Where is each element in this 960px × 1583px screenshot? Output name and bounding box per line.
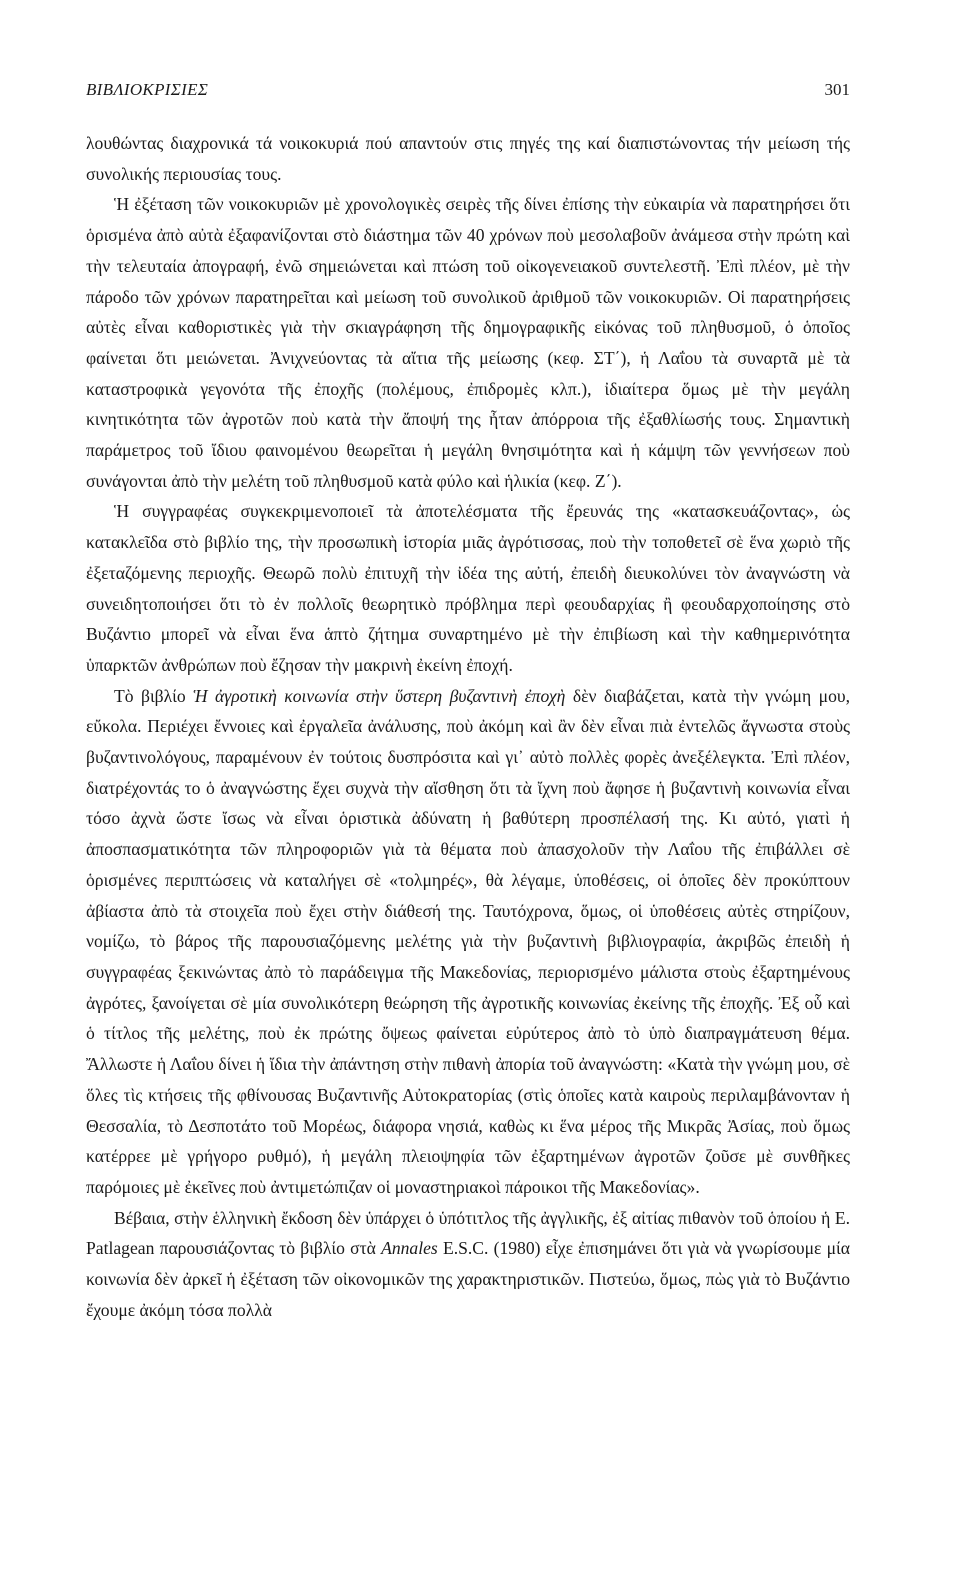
paragraph-text: Βέβαια, στὴν ἑλληνικὴ ἔκδοση δὲν ὑπάρχει ὁ ὑπότιτλος τῆς ἀγγλικῆς, ἐξ αἰτίας πιθανὸν τοῦ ὁποίου ἡ E. Patlagean παρουσιάζοντας τὸ βιβλίο στὰ bbox=[86, 1207, 850, 1259]
paragraph bbox=[86, 681, 850, 1203]
paragraph-text: E.S.C. (1980) εἶχε ἐπισημάνει ὅτι γιὰ νὰ γνωρίσουμε μία κοινωνία δὲν ἀρκεῖ ἡ ἐξέταση τῶν οἰκονομικῶν της χαρακτηριστικῶν. Πιστεύω, ὅμως, πὼς γιὰ τὸ Βυζάντιο ἔχουμε ἀκόμη τόσα πολλὰ bbox=[86, 1238, 850, 1320]
paragraph-text: Ἡ ἐξέταση τῶν νοικοκυριῶν μὲ χρονολογικὲς σειρὲς τῆς δίνει ἐπίσης τὴν εὐκαιρία νὰ παρατηρήσει ὅτι ὁρισμένα ἀπὸ αὐτὰ ἐξαφανίζονται στὸ διάστημα τῶν 40 χρόνων ποὺ μεσολαβοῦν ἀνάμεσα στὴν πρώτη καὶ τὴν τελευταία ἀπογραφή, ἐνῶ σημειώνεται καὶ πτώση τοῦ οἰκογενειακοῦ συντελεστῆ. Ἐπὶ πλέον, μὲ τὴν πάροδο τῶν χρόνων παρατηρεῖται καὶ μείωση τοῦ συνολικοῦ ἀριθμοῦ τῶν νοικοκυριῶν. Οἱ παρατηρήσεις αὐτὲς εἶναι καθοριστικὲς γιὰ τὴν σκιαγράφηση τῆς δημογραφικῆς εἰκόνας τοῦ πληθυσμοῦ, ὁ ὁποῖος φαίνεται ὅτι μειώνεται. Ἀνιχνεύοντας τὰ αἴτια τῆς μείωσης (κεφ. ΣΤ΄), ἡ Λαΐου τὰ συναρτᾶ μὲ τὰ καταστροφικὰ γεγονότα τῆς ἐποχῆς (πολέμους, ἐπιδρομὲς κλπ.), ἰδιαίτερα ὅμως μὲ τὴν μεγάλη κινητικότητα τῶν ἀγροτῶν ποὺ κατὰ τὴν ἄποψή της ἦταν ἀπόρροια τῆς ἐξαθλίωσής τους. Σημαντικὴ παράμετρος τοῦ ἴδιου φαινομένου θεωρεῖται ἡ μεγάλη θνησιμότητα καὶ ἡ κάμψη τῶν γεννήσεων ποὺ συνάγονται ἀπὸ τὴν μελέτη τοῦ πληθυσμοῦ κατὰ φύλο καὶ ἡλικία (κεφ. Ζ΄). bbox=[86, 194, 850, 491]
paragraph bbox=[86, 1203, 850, 1326]
running-header bbox=[86, 80, 850, 108]
book-title: Ἡ ἀγροτικὴ κοινωνία στὴν ὕστερη βυζαντινὴ ἐποχὴ bbox=[193, 685, 566, 706]
page-number: 301 bbox=[824, 80, 850, 99]
paragraph bbox=[86, 496, 850, 680]
paragraph-text: δὲν διαβάζεται, κατὰ τὴν γνώμη μου, εὔκολα. Περιέχει ἔννοιες καὶ ἐργαλεῖα ἀνάλυσης, ποὺ ἀκόμη καὶ ἂν δὲν εἶναι πιὰ ἐντελῶς ἄγνωστα στοὺς βυζαντινολόγους, παραμένουν ἐν τούτοις δυσπρόσιτα καὶ γι᾽ αὐτὸ πολλὲς φορὲς ἀνεξέλεγκτα. Ἐπὶ πλέον, διατρέχοντάς το ὁ ἀναγνώστης ἔχει συχνὰ τὴν αἴσθηση ὅτι τὰ ἴχνη ποὺ ἄφησε ἡ βυζαντινὴ κοινωνία εἶναι τόσο ἀχνὰ ὥστε ἴσως νὰ εἶναι ὁριστικὰ ἀδύνατη ἡ βαθύτερη προσπέλασή της. Κι αὐτό, γιατὶ ἡ ἀποσπασματικότητα τῶν πληροφοριῶν γιὰ τὰ θέματα ποὺ ἀπασχολοῦν τὴν Λαΐου τῆς ἐπιβάλλει σὲ ὁρισμένες περιπτώσεις νὰ καταλήγει σὲ «τολμηρές», θὰ λέγαμε, ὑποθέσεις, οἱ ὁποῖες δὲν προκύπτουν ἀβίαστα ἀπὸ τὰ στοιχεῖα ποὺ ἔχει στὴν διάθεσή της. Ταυτόχρονα, ὅμως, οἱ ὑποθέσεις αὐτὲς στηρίζουν, νομίζω, τὸ βάρος τῆς παρουσιαζόμενης μελέτης γιὰ τὴν βυζαντινὴ βιβλιογραφία, ἀκριβῶς ἐπειδὴ ἡ συγγραφέας ξεκινώντας ἀπὸ τὸ παράδειγμα τῆς Μακεδονίας, περιορισμένο μάλιστα στοὺς ἐξαρτημένους ἀγρότες, ξανοίγεται σὲ μία συνολικότερη θεώρηση τῆς ἀγροτικῆς κοινωνίας ἐκείνης τῆς ἐποχῆς. Ἐξ οὗ καὶ ὁ τίτλος τῆς μελέτης, ποὺ ἐκ πρώτης ὄψεως φαίνεται εὐρύτερος ἀπὸ τὸ ὑπὸ διαπραγμάτευση θέμα. Ἄλλωστε ἡ Λαΐου δίνει ἡ ἴδια τὴν ἀπάντηση στὴν πιθανὴ ἀπορία τοῦ ἀναγνώστη: «Κατὰ τὴν γνώμη μου, σὲ ὅλες τὶς κτήσεις τῆς φθίνουσας Βυζαντινῆς Αὐτοκρατορίας (στὶς ὁποῖες κατὰ καιροὺς περιλαμβάνονταν ἡ Θεσσαλία, τὸ Δεσποτάτο τοῦ Μορέως, διάφορα νησιά, καθὼς κι ἕνα μέρος τῆς Μικρᾶς Ἀσίας, ποὺ ὅμως κατέρρεε μὲ γρήγορο ρυθμό), ἡ μεγάλη πλειοψηφία τῶν ἐξαρτημένων ἀγροτῶν ζοῦσε μὲ συνθῆκες παρόμοιες μὲ ἐκεῖνες ποὺ ἀντιμετώπιζαν οἱ μοναστηριακοὶ πάροικοι τῆς Μακεδονίας». bbox=[86, 685, 850, 1197]
journal-title: Annales bbox=[381, 1238, 438, 1259]
paragraph-text: Ἡ συγγραφέας συγκεκριμενοποιεῖ τὰ ἀποτελέσματα τῆς ἔρευνάς της «κατασκευάζοντας», ὡς κατακλεῖδα στὸ βιβλίο της, τὴν προσωπικὴ ἱστορία μιᾶς ἀγρότισσας, ποὺ τὴν τοποθετεῖ σὲ ἕνα χωριὸ τῆς ἐξεταζόμενης περιοχῆς. Θεωρῶ πολὺ ἐπιτυχῆ τὴν ἰδέα της αὐτή, ἐπειδὴ διευκολύνει τὸν ἀναγνώστη νὰ συνειδητοποιήσει ὅτι τὸ ἐν πολλοῖς θεωρητικὸ πρόβλημα περὶ φεουδαρχίας ἢ φεουδαρχοποίησης στὸ Βυζάντιο μπορεῖ νὰ εἶναι ἕνα ἁπτὸ ζήτημα συναρτημένο μὲ τὴν ἐπιβίωση καὶ τὴν καθημερινότητα ὑπαρκτῶν ἀνθρώπων ποὺ ἔζησαν τὴν μακρινὴ ἐκείνη ἐποχή. bbox=[86, 501, 850, 675]
paragraph-text: Τὸ βιβλίο bbox=[114, 685, 194, 706]
paragraph bbox=[86, 189, 850, 496]
paragraph-continuation bbox=[86, 128, 850, 189]
paragraph-text: λουθώντας διαχρονικά τά νοικοκυριά πού απαντούν στις πηγές της καί διαπιστώνοντας τήν μείωση τής συνολικής περιουσίας τους. bbox=[86, 133, 850, 184]
running-title: ΒΙΒΛΙΟΚΡΙΣΙΕΣ bbox=[86, 80, 209, 99]
body-text bbox=[86, 128, 850, 1325]
